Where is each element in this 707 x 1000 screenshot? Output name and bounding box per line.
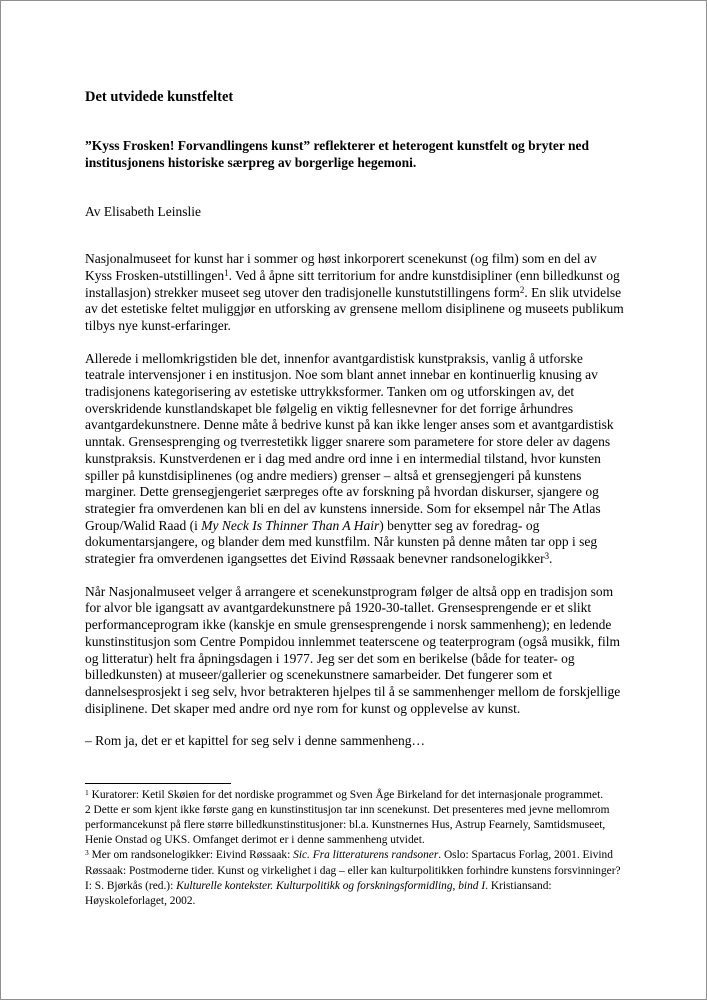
byline: Av Elisabeth Leinslie xyxy=(85,204,201,220)
footnote-separator xyxy=(85,783,231,784)
document-subtitle: ”Kyss Frosken! Forvandlingens kunst” reflekterer et heterogent kunstfelt og bryter ned institusjonens historiske særpreg av borgerlige hegemoni. xyxy=(85,138,589,170)
document-title: Det utvidede kunstfeltet xyxy=(85,89,234,105)
body-paragraph-3: Når Nasjonalmuseet velger å arrangere et scenekunstprogram følger de altså opp en tradisjon som for alvor ble igangsatt av avantgardekunstnere på 1920-30-tallet. Grensesprengende er et slikt performanceprogram ikke (kanskje en smule grensesprengende i norsk sammenheng); en ledende kunstinstitusjon som Centre Pompidou innlemmet teaterscene og teaterprogram (også musikk, film og litteratur) helt fra åpningsdagen i 1977. Jeg ser det som en berikelse (både for teater- og billedkunsten) at museer/gallerier og scenekunstnere samarbeider. Det fungerer som et dannelsesprosjekt i seg selv, hvor betrakteren hjelpes til å se sammenhenger mellom de forskjellige disiplinene. Det skaper med andre ord nye rom for kunst og opplevelse av kunst. xyxy=(85,583,621,716)
footnote-3: $^3$ Mer om randsonelogikker: Eivind Røssaak: Sic. Fra litteraturens randsoner. Oslo: Spartacus Forlag, 2001. Eivind Røssaak: Postmoderne tider. Kunst og virkelighet i dag – eller kan kulturpolitikken forhindre kunstens forsvinninger? I: S. Bjørkås (red.): Kulturelle kontekster. Kulturpolitikk og forskningsformidling, bind I. Kristiansand: Høyskoleforlaget, 2002. xyxy=(85,848,621,907)
closing-line: – Rom ja, det er et kapittel for seg selv i denne sammenheng… xyxy=(85,733,426,749)
footnote-2: 2 Dette er som kjent ikke første gang en kunstinstitusjon tar inn scenekunst. Det presenteres med jevne mellomrom performancekunst på flere større billedkunstinstitusjoner: bl.a. Kunstnernes Hus, Astrup Fearnely, Samtidsmuseet, Henie Onstad og UKS. Omfanget derimot er i denne sammenheng utvidet. xyxy=(85,804,610,847)
footnotes-section xyxy=(85,788,625,909)
body-paragraph-1: Nasjonalmuseet for kunst har i sommer og høst inkorporert scenekunst (og film) som en del av Kyss Frosken-utstillingen$^1$. Ved å åpne sitt territorium for andre kunstdisipliner (enn billedkunst og installasjon) strekker museet seg utover den tradisjonelle kunstutstillingens form$^2$. En slik utvidelse av det estetiske feltet muliggjør en utforsking av grensene mellom disiplinene og museets publikum tilbys nye kunst-erfaringer. xyxy=(85,251,624,333)
footnote-1: $^1$ Kuratorer: Ketil Skøien for det nordiske programmet og Sven Åge Birkeland for det internasjonale programmet. xyxy=(85,787,604,802)
page-content xyxy=(85,1,625,909)
body-paragraph-2: Allerede i mellomkrigstiden ble det, innenfor avantgardistisk kunstpraksis, vanlig å utforske teatrale intervensjoner i en institusjon. Noe som blant annet innebar en kontinuerlig knusing av tradisjonens kategorisering av estetiske uttrykksformer. Tanken om og utforskingen av, det overskridende kunstlandskapet ble følgelig en viktig fellesnevner for det forrige århundres avantgardekunstnere. Denne måte å bedrive kunst på kan ikke lenger anses som et avantgardistisk unntak. Grensesprenging og tverrestetikk ligger snarere som parametere for store deler av dagens kunstpraksis. Kunstverdenen er i dag med andre ord inne i en intermedial tilstand, hvor kunsten spiller på kunstdisiplinenes (og andre mediers) grenser – altså et grensegjengeri på kunstens marginer. Dette grensegjengeriet særpreges ofte av forskning på hvordan diskurser, sjangere og strategier fra omverdenen kan bli en del av kunstens innerside. Som for eksempel når The Atlas Group/Walid Raad (i My Neck Is Thinner Than A Hair) benytter seg av foredrag- og dokumentarsjangere, og blander dem med kunstfilm. Når kunsten på denne måten tar opp i seg strategier fra omverdenen igangsettes det Eivind Røssaak benevner randsonelogikker$^3$. xyxy=(85,350,614,567)
